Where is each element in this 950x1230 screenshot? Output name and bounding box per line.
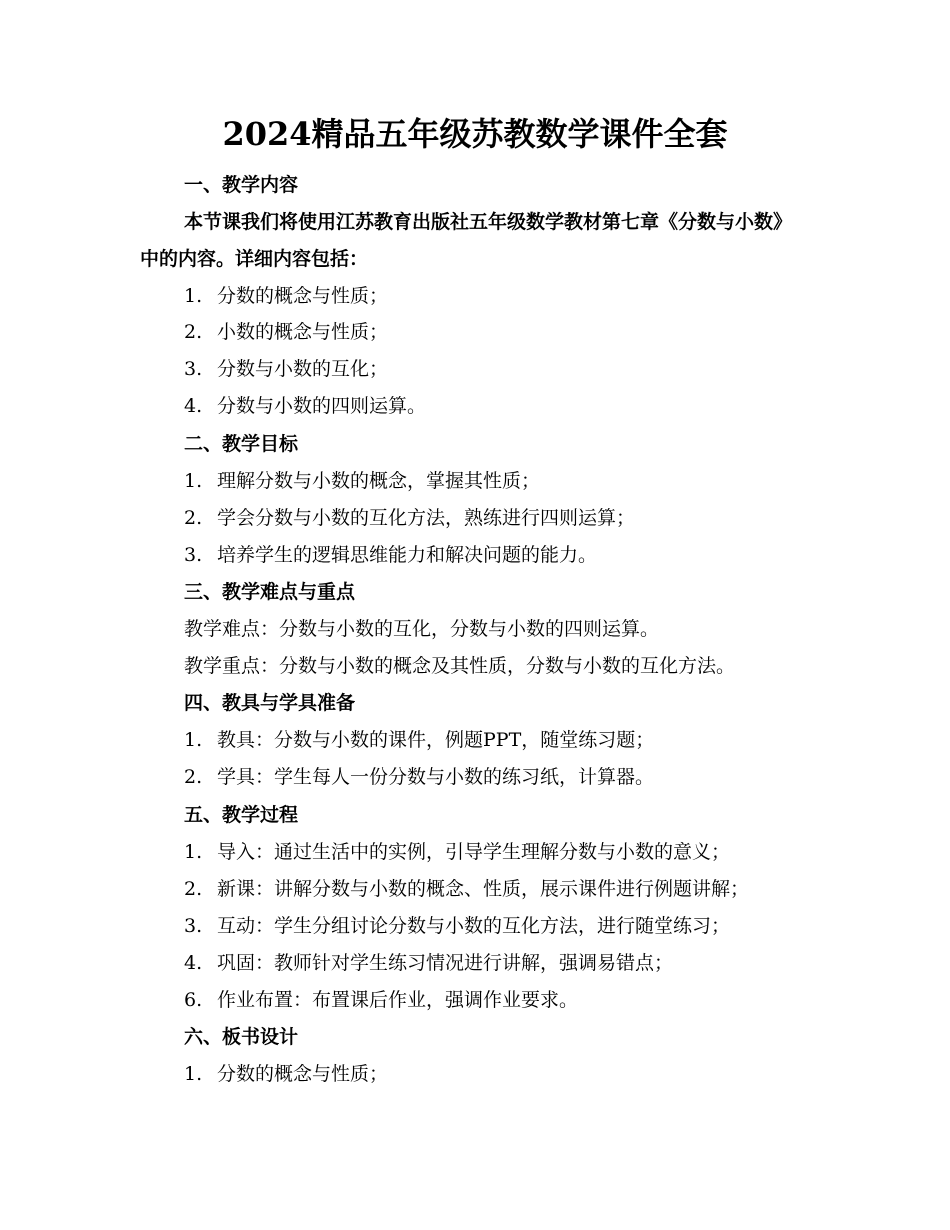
list-item: 1. 教具：分数与小数的课件，例题PPT，随堂练习题； [184,729,655,751]
list-item: 2. 学具：学生每人一份分数与小数的练习纸，计算器。 [184,766,655,788]
list-item: 1. 分数的概念与性质； [184,1063,389,1085]
list-item: 1. 理解分数与小数的概念，掌握其性质； [184,470,541,492]
intro-paragraph: 本节课我们将使用江苏教育出版社五年级数学教材第七章《分数与小数》中的内容。详细内容包括： [140,211,793,270]
list-item: 3. 培养学生的逻辑思维能力和解决问题的能力。 [184,544,598,566]
list-item: 4. 分数与小数的四则运算。 [184,395,427,417]
list-item: 2. 新课：讲解分数与小数的概念、性质，展示课件进行例题讲解； [184,878,750,900]
section-heading-materials: 四、教具与学具准备 [184,692,356,714]
document-title: 2024精品五年级苏教数学课件全套 [222,115,728,153]
list-item: 3. 分数与小数的互化； [184,358,389,380]
list-item: 1. 导入：通过生活中的实例，引导学生理解分数与小数的意义； [184,841,731,863]
list-item: 4. 巩固：教师针对学生练习情况进行讲解，强调易错点； [184,952,674,974]
list-item: 1. 分数的概念与性质； [184,285,389,307]
focus-line: 教学重点：分数与小数的概念及其性质，分数与小数的互化方法。 [184,655,736,677]
section-heading-process: 五、教学过程 [184,804,299,826]
list-item: 3. 互动：学生分组讨论分数与小数的互化方法，进行随堂练习； [184,915,731,937]
section-heading-goals: 二、教学目标 [184,433,299,455]
list-item: 2. 学会分数与小数的互化方法，熟练进行四则运算； [184,507,636,529]
list-item: 2. 小数的概念与性质； [184,321,389,343]
section-heading-difficulties: 三、教学难点与重点 [184,581,356,603]
list-item: 6. 作业布置：布置课后作业，强调作业要求。 [184,989,579,1011]
difficulty-line: 教学难点：分数与小数的互化，分数与小数的四则运算。 [184,618,660,640]
section-heading-board: 六、板书设计 [184,1026,299,1048]
section-heading-content: 一、教学内容 [184,174,299,196]
